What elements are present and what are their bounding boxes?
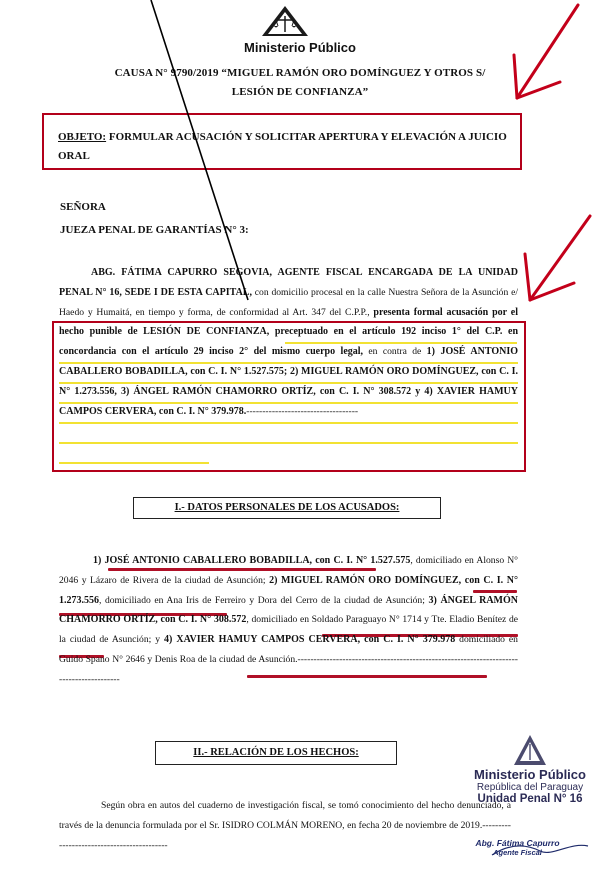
case-title-line2: LESIÓN DE CONFIANZA” xyxy=(231,86,369,98)
accused-1-name: 1) JOSÉ ANTONIO CABALLERO BOBADILLA xyxy=(93,555,310,566)
accused-1-id: , con C. I. N° 1.527.575 xyxy=(309,555,411,566)
organization-name: Ministerio Público xyxy=(244,40,356,55)
intro-prefix: ABG. FÁTIMA CAPURRO SEGOVIA, AGENTE FISCAL ENCARGADA DE LA UNIDAD PENAL N° 16, SEDE I DE ESTA CAPITAL, xyxy=(59,267,518,298)
addressee-line1: SEÑORA xyxy=(60,201,106,213)
intro-rest: con domicilio procesal en la calle Nuestra Señora de la Asunción e/ Haedo y Humaitá, en tiempo y forma, de conformidad al Art. 347 del C.P.P., xyxy=(59,286,519,318)
intro-dashes: ----------------------------------- xyxy=(246,405,359,417)
signature-line1: Abg. Fátima Capurro xyxy=(475,838,560,848)
accused-4-id: , con C. I. N° 379.978 xyxy=(357,634,456,646)
accused-1-address: , domiciliado en Alonso N° 2046 y Lázaro de Rivera de la ciudad de Asunción; xyxy=(59,555,518,586)
red-arrow-icon xyxy=(525,216,590,300)
addressee-line2: JUEZA PENAL DE GARANTÍAS N° 3: xyxy=(60,224,249,236)
case-title-line1: CAUSA N° 9790/2019 “MIGUEL RAMÓN ORO DOMÍNGUEZ Y OTROS S/ xyxy=(114,67,486,79)
section-heading-1-text: I.- DATOS PERSONALES DE LOS ACUSADOS: xyxy=(174,502,400,513)
accused-3-address: , domiciliado en Soldado Paraguayo N° 1714 y Tte. Eladio Benítez de la ciudad de Asunción; y xyxy=(59,614,518,646)
stamp-line3: Unidad Penal N° 16 xyxy=(477,793,583,805)
section1-dashes: ---------------------------------------------------------------------------------------- xyxy=(59,653,518,685)
objeto-text: FORMULAR ACUSACIÓN Y SOLICITAR APERTURA Y ELEVACIÓN A JUICIO ORAL xyxy=(58,131,507,162)
diagonal-pen-line xyxy=(151,0,248,300)
accused-3-name: 3) ÁNGEL RAMÓN CHAMORRO ORTÍZ xyxy=(59,594,518,626)
stamp-line2: República del Paraguay xyxy=(476,782,584,793)
intro-connector: en contra de xyxy=(363,346,427,358)
accused-4-address: domiciliado en Guido Spano N° 2646 y Denis Roa de la ciudad de Asunción. xyxy=(59,634,518,665)
accused-3-id: , con C. I. N° 308.572 xyxy=(155,614,247,626)
signature-line2: Agente Fiscal xyxy=(493,848,542,857)
red-arrow-icon xyxy=(514,5,578,98)
objeto-label: OBJETO: xyxy=(58,131,107,143)
section-heading-2-text: II.- RELACIÓN DE LOS HECHOS: xyxy=(193,747,359,758)
accused-2-address: , domiciliado en Ana Iris de Ferreiro y Dora del Cerro de la ciudad de Asunción; xyxy=(99,594,429,606)
intro-accused: 1) JOSÉ ANTONIO CABALLERO BOBADILLA, con C. I. N° 1.527.575; 2) MIGUEL RAMÓN ORO DOMÍNGUEZ, con C. I. N° 1.273.556, 3) ÁNGEL RAMÓN CHAMORRO ORTÍZ, con C. I. N° 308.572 y 4) XAVIER HAMUY CAMPOS CERVERA, con C. I. N° 379.978. xyxy=(59,346,518,417)
facts-text: Según obra en autos del cuaderno de investigación fiscal, se tomó conocimiento del hecho denunciado, a través de la denuncia formulada por el Sr. ISIDRO COLMÁN MORENO, en fecha 20 de noviembre de 2019. xyxy=(59,800,511,831)
accused-2-name: 2) MIGUEL RAMÓN ORO DOMÍNGUEZ xyxy=(269,574,459,586)
stamp-line1: Ministerio Público xyxy=(474,767,586,782)
accused-4-name: 4) XAVIER HAMUY CAMPOS CERVERA xyxy=(164,634,358,646)
signature-scribble xyxy=(492,845,588,855)
intro-charge: presenta formal acusación por el hecho punible de LESIÓN DE CONFIANZA, preceptuado en el artículo 192 inciso 1° del C.P. en concordancia con el artículo 29 inciso 2° del mismo cuerpo legal, xyxy=(59,306,519,358)
accused-2-id: , con C. I. N° 1.273.556 xyxy=(59,574,518,606)
facts-dashes: ------------------------------------------- xyxy=(59,819,511,851)
